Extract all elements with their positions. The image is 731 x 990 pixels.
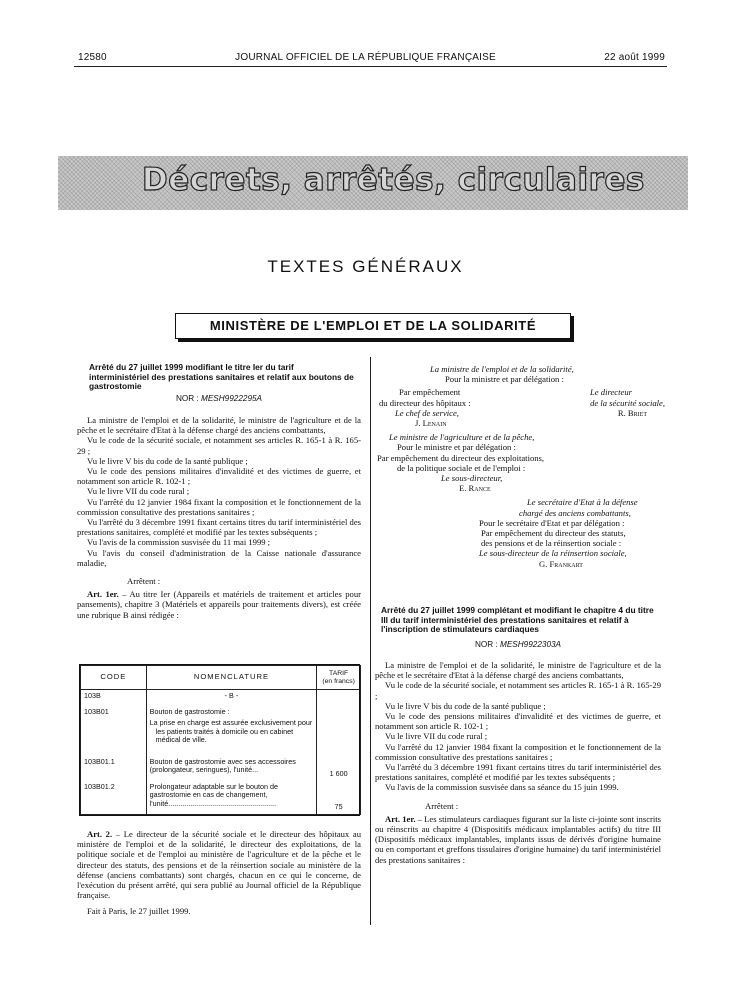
nor-line-2 — [375, 640, 661, 650]
section-title: TEXTES GÉNÉRAUX — [267, 257, 464, 276]
visa-paragraph: Vu le code des pensions militaires d'invalidité et des victimes de guerre, et notamment son article R. 102-1 ; — [375, 711, 661, 732]
banner-title: Décrets, arrêtés, circulaires — [142, 162, 645, 198]
left-column — [77, 363, 361, 620]
delegation-line: Pour le ministre et par délégation : — [397, 442, 516, 453]
visa-paragraph: Vu le code de la sécurité sociale, et notamment ses articles R. 165-1 à R. 165-29 ; — [77, 435, 361, 456]
code-cell: 103B01.2 — [81, 781, 147, 815]
visa-paragraph: Vu le code de la sécurité sociale, et notamment ses articles R. 165-1 à R. 165-29 ; — [375, 680, 661, 701]
header-rule — [74, 66, 667, 67]
table-row — [81, 690, 361, 706]
delegation-line: Pour le secrétaire d'Etat et par délégation : — [479, 517, 625, 528]
article-label: Art. 1er. — [87, 589, 119, 600]
page-number: 12580 — [78, 52, 107, 63]
article-text: – Les stimulateurs cardiaques figurant sur la liste ci-jointe sont inscrits ou réinscrits au chapitre 4 (Dispositifs médicaux implantables actifs) du titre III (Dispositifs médicaux implantables, implants issus de dérivés d'origine humaine ou en comportant et greffons tissulaires d'origine humaine) du tarif interministériel des prestations sanitaires : — [375, 813, 661, 865]
nomenclature-cell: Bouton de gastrostomie avec ses accessoires (prolongateur, seringues), l'unité... — [146, 756, 317, 781]
nomenclature-cell — [146, 706, 317, 756]
visa-paragraph: Vu l'arrêté du 3 décembre 1991 fixant certains titres du tarif interministériel des prestations sanitaires, complété et modifié par les textes subséquents ; — [77, 517, 361, 538]
visa-paragraph: Vu l'avis du conseil d'administration de la Caisse nationale d'assurance maladie, — [77, 547, 361, 568]
decree-title-2: Arrêté du 27 juillet 1999 complétant et modifiant le chapitre 4 du titre III du tarif interministériel des prestations sanitaires et relatif à l'inscription de stimulateurs cardiaques — [381, 605, 654, 635]
visa-paragraph: Vu l'arrêté du 12 janvier 1984 fixant la composition et le fonctionnement de la commission consultative des prestations sanitaires ; — [77, 496, 361, 517]
nomenclature-note: La prise en charge est assurée exclusivement pour les patients traités à domicile ou en cabinet médical de ville. — [149, 718, 313, 745]
tarif-cell — [317, 706, 361, 756]
code-cell: 103B01 — [81, 706, 147, 756]
column-separator — [370, 357, 371, 925]
nor-label: NOR : — [474, 639, 498, 649]
ministry-box — [175, 313, 571, 339]
signature-block — [375, 364, 665, 569]
visa-paragraph: Vu le livre VII du code rural ; — [385, 731, 488, 742]
signatory-title: chargé des anciens combattants, — [519, 507, 631, 518]
visa-paragraph: Vu l'avis de la commission susvisée dans sa séance du 15 juin 1999. — [385, 782, 619, 793]
visa-paragraph: Vu l'avis de la commission susvisée du 11 mai 1999 ; — [87, 537, 271, 548]
preamble-paragraph: La ministre de l'emploi et de la solidarité, le ministre de l'agriculture et de la pêche et le secrétaire d'Etat à la défense chargé des anciens combattants, — [77, 414, 361, 436]
article-label: Art. 1er. — [385, 813, 416, 824]
signatory-title: Le sous-directeur, — [441, 472, 503, 483]
signatory-name: J. Lenain — [415, 417, 447, 428]
signatory-title: Le chef de service, — [395, 407, 459, 418]
fait-a-paris: Fait à Paris, le 27 juillet 1999. — [87, 906, 191, 917]
journal-title: JOURNAL OFFICIEL DE LA RÉPUBLIQUE FRANÇAISE — [235, 52, 496, 63]
nomenclature-table-box — [79, 664, 360, 816]
decree-title-1: Arrêté du 27 juillet 1999 modifiant le titre Ier du tarif interministériel des prestations sanitaires et relatif aux boutons de gastrostomie — [89, 362, 354, 392]
nor-code: MESH9922295A — [201, 393, 263, 403]
article-text: – Au titre Ier (Appareils et matériels de traitement et articles pour pansements), chapitre 3 (Matériels et appareils pour traitements divers), est créée une rubrique B ainsi rédigée : — [77, 589, 362, 620]
table-row — [81, 756, 361, 781]
signatory-title: Le ministre de l'agriculture et de la pêche, — [389, 432, 535, 443]
tarif-cell: 1 600 — [317, 756, 361, 781]
visa-paragraph: Vu l'arrêté du 12 janvier 1984 fixant la composition et le fonctionnement de la commission consultative des prestations sanitaires ; — [375, 741, 661, 762]
delegation-line: Par empêchement du directeur des statuts, — [481, 528, 626, 538]
signatory-title: Le sous-directeur de la réinsertion sociale, — [479, 548, 627, 559]
article-text: – Le directeur de la sécurité sociale et le directeur des hôpitaux au ministère de l'emploi et de la solidarité, le directeur des exploitations, de la politique sociale et de l'emploi au ministère de l'agriculture et de la pêche et le directeur des statuts, des pensions et de la réinsertion sociale au ministère de la défense (anciens combattants) sont chargés, chacun en ce qui le concerne, de l'exécution du présent arrêté, qui sera publié au Journal officiel de la République française. — [77, 829, 361, 901]
signatory-title: de la sécurité sociale, — [590, 397, 665, 408]
visa-paragraph: Vu le code des pensions militaires d'invalidité et des victimes de guerre, et notamment son article R. 102-1 ; — [77, 466, 361, 487]
signature-pair — [375, 397, 665, 408]
nomenclature-table — [80, 665, 361, 815]
nomenclature-cell: - B - — [146, 690, 317, 706]
column-header: NOMENCLATURE — [146, 666, 317, 690]
issue-date: 22 août 1999 — [604, 52, 665, 63]
signatory-name: E. Rance — [459, 483, 491, 494]
nor-code: MESH9922303A — [500, 639, 562, 649]
signatory-name: G. Frankart — [539, 558, 583, 569]
nomenclature-heading: Bouton de gastrostomie : — [149, 706, 230, 716]
column-header: CODE — [81, 666, 147, 690]
visa-paragraph: Vu le livre V bis du code de la santé publique ; — [385, 700, 546, 711]
table-header-row — [81, 666, 361, 690]
left-column-bottom — [77, 829, 361, 917]
right-column — [375, 606, 661, 865]
arretent-heading: Arrêtent : — [425, 800, 459, 811]
code-cell: 103B — [81, 690, 147, 706]
visa-paragraph: Vu le livre V bis du code de la santé publique ; — [87, 455, 248, 466]
article-label: Art. 2. — [87, 829, 113, 839]
article-1 — [77, 589, 361, 620]
signatory-name: R. Briet — [617, 407, 647, 418]
delegation-line: du directeur des hôpitaux : — [379, 397, 471, 408]
nomenclature-text: Prolongateur adaptable sur le bouton de gastrostomie en cas de changement, l'unité...................................................... — [149, 782, 278, 808]
code-cell: 103B01.1 — [81, 756, 147, 781]
tarif-cell — [317, 690, 361, 706]
delegation-line: Par empêchement du directeur des exploitations, — [377, 452, 545, 463]
nor-label: NOR : — [175, 393, 199, 403]
visa-paragraph: Vu l'arrêté du 3 décembre 1991 fixant certains titres du tarif interministériel des prestations sanitaires, complété et modifié par les textes subséquents ; — [375, 762, 661, 783]
signatory-title: Le secrétaire d'Etat à la défense — [527, 497, 638, 508]
delegation-line: Par empêchement — [399, 387, 461, 398]
ministry-name: MINISTÈRE DE L'EMPLOI ET DE LA SOLIDARITÉ — [209, 318, 537, 333]
nomenclature-cell — [146, 781, 317, 815]
delegation-line: des pensions et de la réinsertion sociale : — [481, 538, 622, 549]
article-2 — [77, 829, 361, 900]
article-1 — [375, 814, 661, 865]
column-header: TARIF (en francs) — [317, 666, 361, 690]
table-row — [81, 706, 361, 756]
signature-pair — [375, 408, 661, 418]
signatory-title: Le directeur — [590, 387, 632, 398]
preamble-paragraph: La ministre de l'emploi et de la solidarité, le ministre de l'agriculture et de la pêche et le secrétaire d'Etat à la défense chargé des anciens combattants, — [375, 659, 661, 681]
section-banner — [58, 156, 688, 210]
delegation-line: Pour la ministre et par délégation : — [445, 374, 564, 385]
delegation-line: de la politique sociale et de l'emploi : — [397, 462, 526, 473]
signature-pair — [375, 387, 661, 397]
table-row — [81, 781, 361, 815]
arretent-heading: Arrêtent : — [127, 576, 161, 587]
nor-line-1 — [77, 394, 361, 404]
tarif-cell: 75 — [317, 781, 361, 815]
visa-paragraph: Vu le livre VII du code rural ; — [87, 486, 190, 497]
signatory-title: La ministre de l'emploi et de la solidarité, — [430, 364, 574, 374]
